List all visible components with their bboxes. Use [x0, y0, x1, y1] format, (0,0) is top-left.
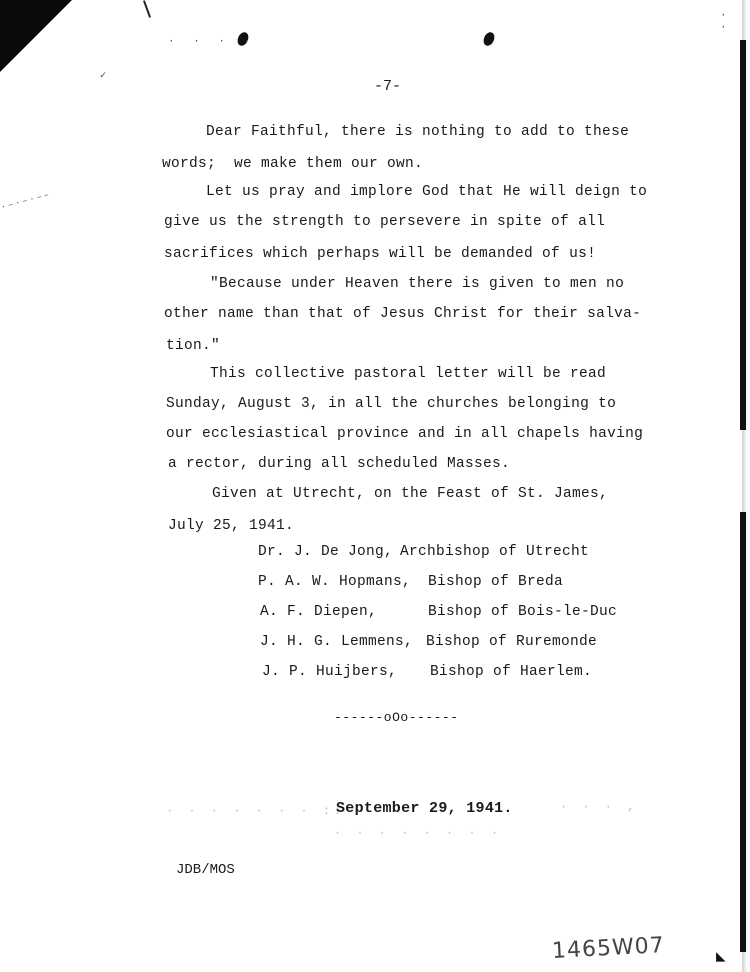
document-date: September 29, 1941. [336, 800, 513, 817]
scan-noise: ·–·–·–– [0, 189, 53, 213]
faint-stamp: · · · · · · · :: [166, 804, 346, 818]
section-divider: ------oOo------ [334, 710, 459, 725]
scan-stroke [143, 0, 151, 18]
handwritten-note: 1465W07 [551, 933, 666, 964]
signatory-name: A. F. Diepen, [260, 604, 378, 620]
ink-blot-right [482, 31, 497, 48]
body-line: a rector, during all scheduled Masses. [168, 456, 511, 472]
scan-noise: · · · · [168, 36, 257, 48]
typist-initials: JDB/MOS [176, 862, 235, 878]
body-line: Dear Faithful, there is nothing to add to these [206, 124, 630, 140]
body-line: our ecclesiastical province and in all chapels having [166, 426, 644, 442]
body-line: July 25, 1941. [168, 518, 295, 534]
body-line: Given at Utrecht, on the Feast of St. James, [212, 486, 609, 502]
scan-corner-shadow [0, 0, 72, 72]
body-line: give us the strength to persevere in spite of all [164, 214, 606, 230]
signatory-title: Bishop of Bois-le-Duc [428, 604, 618, 620]
signatory-title: Bishop of Breda [428, 574, 564, 590]
scan-noise: · · [720, 10, 733, 34]
body-line: other name than that of Jesus Christ for their salva- [164, 306, 642, 322]
body-line: tion." [166, 338, 221, 354]
signatory-title: Bishop of Ruremonde [426, 634, 598, 650]
page-number: -7- [374, 78, 402, 95]
body-line: Sunday, August 3, in all the churches belonging to [166, 396, 617, 412]
signatory-name: J. P. Huijbers, [262, 664, 398, 680]
signatory-name: J. H. G. Lemmens, [260, 634, 414, 650]
signatory-name: P. A. W. Hopmans, [258, 574, 412, 590]
scan-edge-bar-top [740, 40, 746, 430]
body-line: sacrifices which perhaps will be demanded of us! [164, 246, 597, 262]
body-line: Let us pray and implore God that He will deign to [206, 184, 648, 200]
faint-stamp: · · · · · · · · [334, 826, 503, 840]
signatory-name: Dr. J. De Jong, [258, 544, 394, 560]
body-line: This collective pastoral letter will be read [210, 366, 607, 382]
signatory-title: Archbishop of Utrecht [400, 544, 590, 560]
scan-noise: ✓ [100, 71, 107, 82]
body-line: "Because under Heaven there is given to men no [210, 276, 625, 292]
scan-edge-bar-bottom [740, 512, 746, 952]
body-line: words; we make them our own. [162, 156, 424, 172]
faint-stamp: · · · , [560, 800, 639, 814]
signatory-title: Bishop of Haerlem. [430, 664, 593, 680]
scan-corner-mark: ◣ [716, 948, 726, 966]
